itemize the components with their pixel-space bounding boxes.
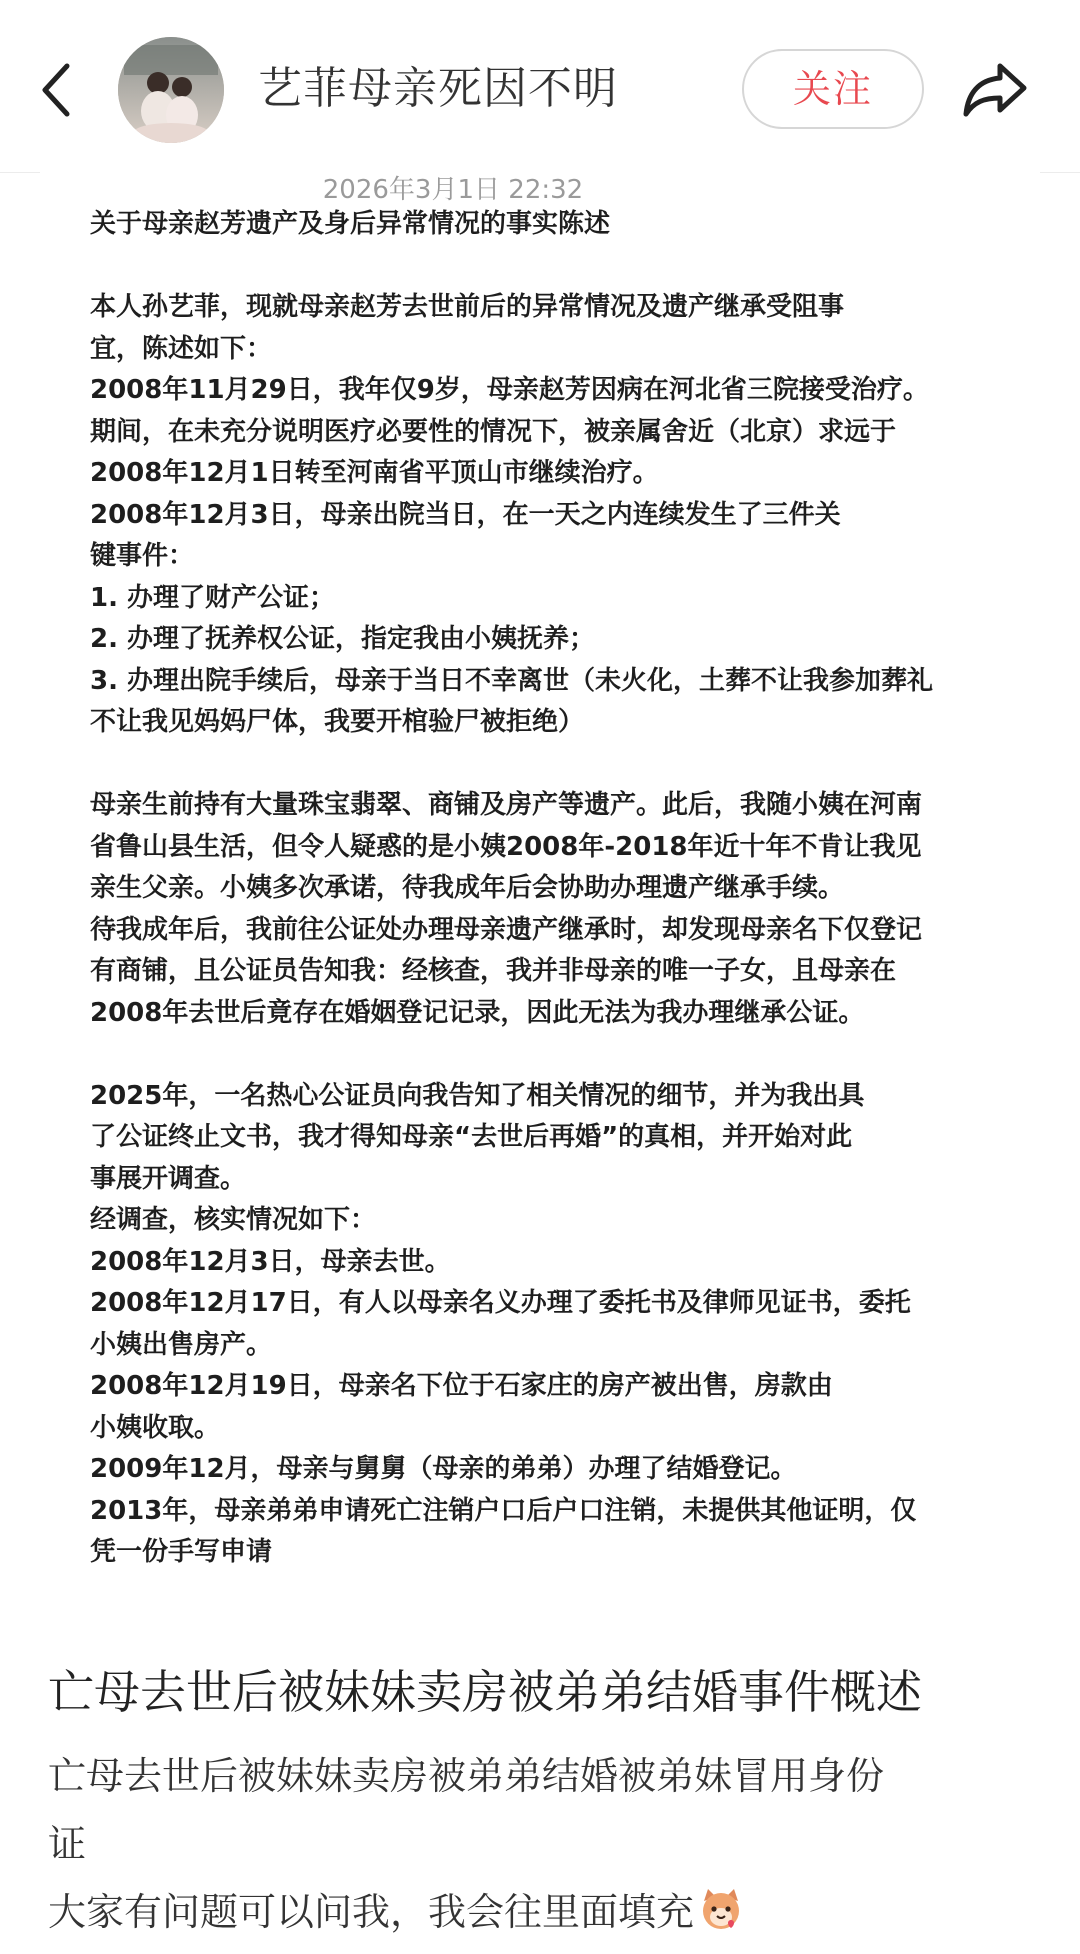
statement-line: 有商铺，且公证员告知我：经核查，我并非母亲的唯一子女，且母亲在 <box>90 956 897 986</box>
statement-line: 键事件： <box>90 541 195 571</box>
statement-line: 2025年，一名热心公证员向我告知了相关情况的细节，并为我出具 <box>90 1080 865 1111</box>
statement-line: 凭一份手写申请 <box>90 1537 273 1567</box>
statement-line: 了公证终止文书，我才得知母亲“去世后再婚”的真相，并开始对此 <box>90 1122 853 1152</box>
statement-line: 2. 办理了抚养权公证，指定我由小姨抚养； <box>90 624 596 654</box>
post-body-line <box>48 1878 1038 1946</box>
author-name[interactable]: 艺菲母亲死因不明 <box>258 63 618 114</box>
share-arrow-icon[interactable] <box>960 58 1030 122</box>
author-avatar[interactable] <box>118 37 224 143</box>
statement-line: 不让我见妈妈尸体，我要开棺验尸被拒绝） <box>90 707 585 737</box>
statement-line: 本人孙艺菲，现就母亲赵芳去世前后的异常情况及遗产继承受阻事 <box>90 292 845 322</box>
statement-line: 2009年12月，母亲与舅舅（母亲的弟弟）办理了结婚登记。 <box>90 1454 797 1484</box>
statement-line: 2008年11月29日，我年仅9岁，母亲赵芳因病在河北省三院接受治疗。 <box>90 375 929 405</box>
statement-line: 2008年12月17日，有人以母亲名义办理了委托书及律师见证书，委托 <box>90 1288 911 1318</box>
statement-line: 期间，在未充分说明医疗必要性的情况下，被亲属舍近（北京）求远于 <box>90 416 897 447</box>
statement-line: 2008年12月19日，母亲名下位于石家庄的房产被出售，房款由 <box>90 1371 833 1401</box>
follow-button[interactable]: 关注 <box>742 49 924 129</box>
statement-line: 母亲生前持有大量珠宝翡翠、商铺及房产等遗产。此后，我随小姨在河南 <box>90 790 923 820</box>
statement-line: 2008年去世后竟存在婚姻登记记录，因此无法为我办理继承公证。 <box>90 997 865 1028</box>
statement-line: 待我成年后，我前往公证处办理母亲遗产继承时，却发现母亲名下仅登记 <box>90 914 923 945</box>
statement-line: 关于母亲赵芳遗产及身后异常情况的事实陈述 <box>90 209 611 239</box>
statement-line: 省鲁山县生活，但令人疑惑的是小姨2008年-2018年近十年不肯让我见 <box>90 831 922 862</box>
image-timestamp: 2026年3月1日 22:32 <box>322 175 584 205</box>
post-body <box>48 1742 1038 1946</box>
statement-line: 经调查，核实情况如下： <box>90 1205 377 1235</box>
statement-text <box>90 204 1020 1574</box>
post-image[interactable] <box>40 172 1040 1610</box>
statement-blank-line <box>90 744 1020 786</box>
statement-line: 小姨收取。 <box>90 1412 221 1443</box>
statement-blank-line <box>90 1034 1020 1076</box>
statement-line: 2013年，母亲弟弟申请死亡注销户口后户口注销，未提供其他证明，仅 <box>90 1495 917 1526</box>
post-header <box>0 0 1080 173</box>
chevron-left-icon[interactable] <box>36 58 76 122</box>
statement-blank-line <box>90 246 1020 288</box>
statement-line: 宜，陈述如下： <box>90 333 273 364</box>
statement-line: 1. 办理了财产公证； <box>90 582 336 613</box>
post-title: 亡母去世后被妹妹卖房被弟弟结婚事件概述 <box>48 1665 922 1719</box>
statement-line: 2008年12月3日，母亲出院当日，在一天之内连续发生了三件关 <box>90 499 841 530</box>
statement-line: 小姨出售房产。 <box>90 1329 273 1360</box>
statement-line: 亲生父亲。小姨多次承诺，待我成年后会协助办理遗产继承手续。 <box>90 873 845 903</box>
post-body-line: 证 <box>48 1822 87 1866</box>
statement-line: 2008年12月3日，母亲去世。 <box>90 1246 451 1277</box>
statement-line: 事展开调查。 <box>90 1163 247 1194</box>
statement-line: 3. 办理出院手续后，母亲于当日不幸离世（未火化，土葬不让我参加葬礼 <box>90 665 934 696</box>
statement-line: 2008年12月1日转至河南省平顶山市继续治疗。 <box>90 458 659 488</box>
post-body-text: 大家有问题可以问我，我会往里面填充 <box>48 1890 695 1934</box>
post-body-line: 亡母去世后被妹妹卖房被弟弟结婚被弟妹冒用身份 <box>48 1754 885 1798</box>
cat-emoji-icon <box>698 1886 744 1932</box>
